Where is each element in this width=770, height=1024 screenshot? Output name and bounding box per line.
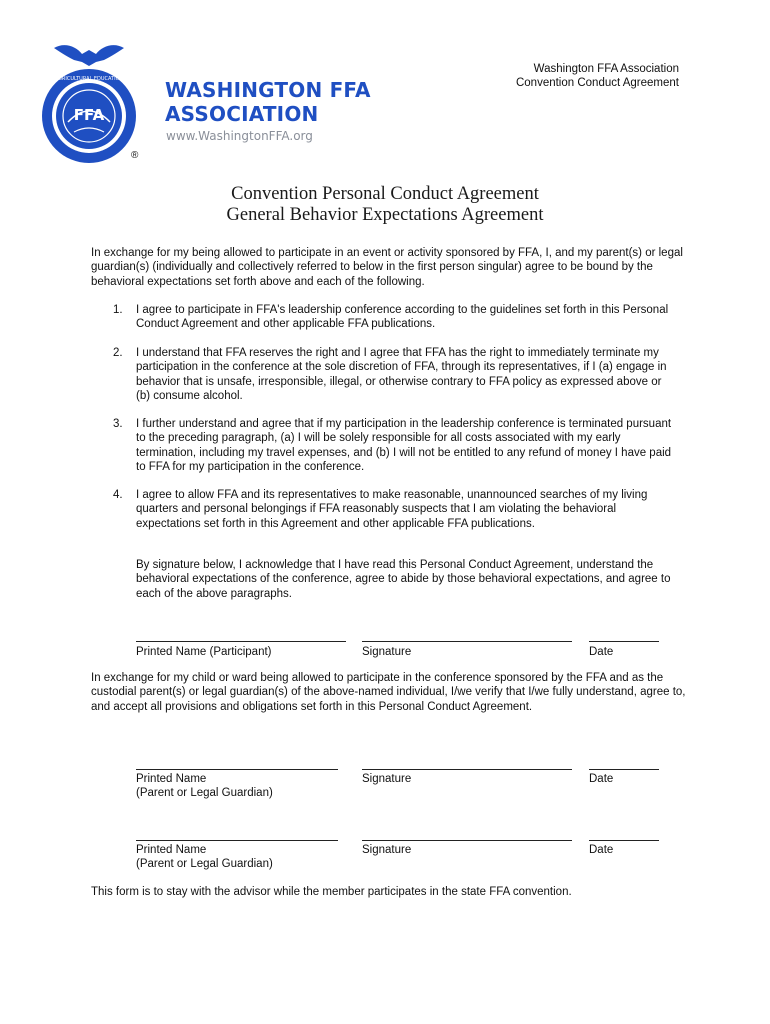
- guardian1-name-line[interactable]: [136, 769, 338, 770]
- guardian2-name-sub: (Parent or Legal Guardian): [136, 858, 273, 871]
- guardian1-name-text: Printed Name: [136, 773, 207, 785]
- guardian2-signature-line[interactable]: [362, 840, 572, 841]
- website-link[interactable]: www.WashingtonFFA.org: [166, 129, 313, 143]
- ffa-emblem-logo: [34, 40, 144, 168]
- footer-note: This form is to stay with the advisor while the member participates in the state FFA convention.: [91, 886, 572, 898]
- guardian2-date-line[interactable]: [589, 840, 659, 841]
- guardian1-signature-line[interactable]: [362, 769, 572, 770]
- intro-paragraph: In exchange for my being allowed to participate in an event or activity sponsored by FFA, I, and my parent(s) or legal guardian(s) (individually and collectively referred to below in the first person singular) agree to be bound by the behavioral expectations set forth above and each of the following.: [91, 247, 683, 288]
- organization-name: [165, 78, 371, 126]
- registered-mark: ®: [131, 150, 139, 161]
- item-number: 1.: [113, 304, 123, 316]
- participant-name-line[interactable]: [136, 641, 346, 642]
- header-org-line: Washington FFA Association: [533, 63, 679, 75]
- svg-text:FFA: FFA: [73, 106, 105, 124]
- agreement-item: I understand that FFA reserves the right and I agree that FFA has the right to immediately terminate my participation in the conference at the sole discretion of FFA, through its representatives, if I (a) engage in behavior that is unsafe, irresponsible, illegal, or otherwise contrary to FFA policy as expressed above or (b) consume alcohol.: [136, 347, 667, 402]
- participant-date-line[interactable]: [589, 641, 659, 642]
- participant-signature-label: Signature: [362, 646, 412, 658]
- title-line2: General Behavior Expectations Agreement: [226, 205, 544, 225]
- guardian1-date-label: Date: [589, 773, 614, 785]
- guardian2-signature-label: Signature: [362, 844, 412, 856]
- item-number: 2.: [113, 347, 123, 359]
- document-title: [0, 184, 770, 226]
- agreement-item: I further understand and agree that if my participation in the leadership conference is terminated pursuant to the preceding paragraph, (a) I will be solely responsible for all costs associated with my early termination, including my travel expenses, and (b) I will not be entitled to any refund of money I have paid to FFA for my participation in the conference.: [136, 418, 672, 473]
- svg-text:AGRICULTURAL EDUCATION: AGRICULTURAL EDUCATION: [54, 76, 124, 82]
- parent-consent-paragraph: In exchange for my child or ward being allowed to participate in the conference sponsored by the FFA and as the custodial parent(s) or legal guardian(s) of the above-named individual, I/we verify that I/we fully understand, agree to, and accept all provisions and obligations set forth in this Personal Conduct Agreement.: [91, 672, 686, 713]
- agreement-item: I agree to allow FFA and its representatives to make reasonable, unannounced searches of my living quarters and personal belongings if FFA reasonably suspects that I am violating the behavioral expectations set forth in this Agreement and other applicable FFA publications.: [136, 489, 648, 530]
- org-name-line1: WASHINGTON FFA: [165, 78, 371, 102]
- guardian1-signature-label: Signature: [362, 773, 412, 785]
- document-header-label: [516, 62, 679, 90]
- item-number: 3.: [113, 418, 123, 430]
- participant-date-label: Date: [589, 646, 614, 658]
- participant-signature-line[interactable]: [362, 641, 572, 642]
- header-doc-line: Convention Conduct Agreement: [515, 77, 679, 89]
- item-number: 4.: [113, 489, 123, 501]
- acknowledgement-paragraph: By signature below, I acknowledge that I have read this Personal Conduct Agreement, understand the behavioral expectations of the conference, agree to abide by those behavioral expectations, and agree to each of the above paragraphs.: [136, 559, 671, 600]
- guardian2-name-label: [136, 843, 273, 872]
- guardian2-date-label: Date: [589, 844, 614, 856]
- guardian1-name-sub: (Parent or Legal Guardian): [136, 787, 273, 800]
- org-name-line2: ASSOCIATION: [165, 102, 319, 126]
- title-line1: Convention Personal Conduct Agreement: [231, 184, 539, 204]
- guardian2-name-line[interactable]: [136, 840, 338, 841]
- participant-name-label: Printed Name (Participant): [136, 646, 272, 658]
- agreement-item: I agree to participate in FFA's leadership conference according to the guidelines set forth in this Personal Conduct Agreement and other applicable FFA publications.: [136, 304, 669, 331]
- guardian1-name-label: [136, 772, 273, 801]
- guardian2-name-text: Printed Name: [136, 844, 207, 856]
- guardian1-date-line[interactable]: [589, 769, 659, 770]
